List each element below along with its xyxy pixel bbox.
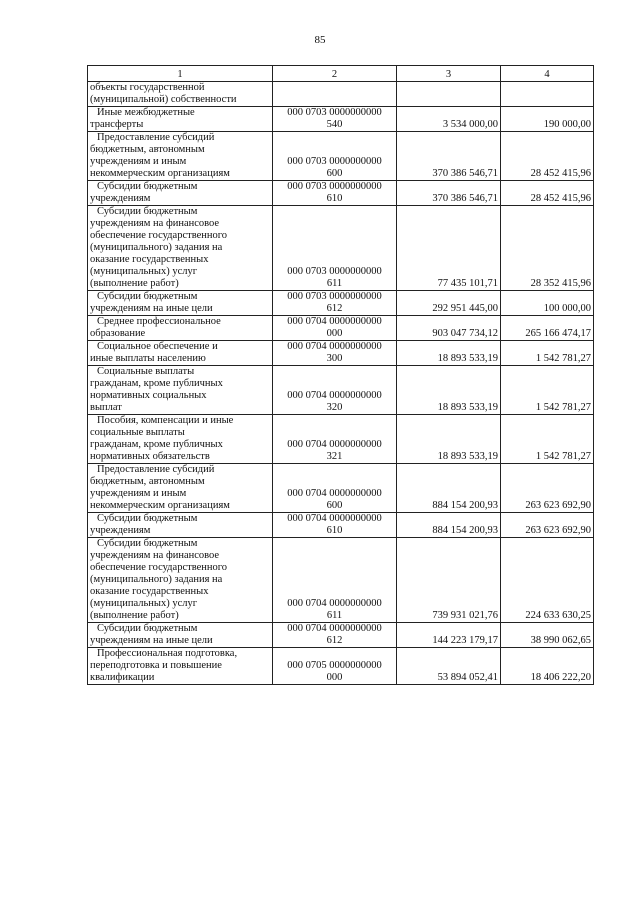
row-name-line: Субсидии бюджетным bbox=[97, 181, 198, 192]
row-name-line: (выполнение работ) bbox=[90, 278, 179, 289]
table-row bbox=[88, 206, 594, 291]
row-code bbox=[273, 366, 397, 415]
row-code2: 612 bbox=[326, 303, 343, 314]
row-code1: 000 0704 0000000000 bbox=[287, 598, 382, 609]
row-amount-col3: 292 951 445,00 bbox=[397, 291, 501, 316]
table-row bbox=[88, 415, 594, 464]
row-name-line: (муниципального) задания на bbox=[90, 242, 223, 253]
row-amount-col3: 18 893 533,19 bbox=[397, 341, 501, 366]
page-number: 85 bbox=[314, 34, 326, 46]
row-name bbox=[88, 648, 273, 685]
row-name-line: Субсидии бюджетным bbox=[97, 623, 198, 634]
row-code1: 000 0703 0000000000 bbox=[287, 181, 382, 192]
row-name bbox=[88, 415, 273, 464]
row-amount-col4: 100 000,00 bbox=[501, 291, 594, 316]
row-name bbox=[88, 513, 273, 538]
row-name-line: учреждениям и иным bbox=[90, 156, 187, 167]
row-code2: 600 bbox=[326, 168, 343, 179]
row-name bbox=[88, 107, 273, 132]
row-name-line: (муниципальных) услуг bbox=[90, 598, 198, 609]
row-amount-col4: 1 542 781,27 bbox=[501, 415, 594, 464]
row-name bbox=[88, 366, 273, 415]
row-name bbox=[88, 623, 273, 648]
row-name bbox=[88, 132, 273, 181]
row-code1: 000 0704 0000000000 bbox=[287, 390, 382, 401]
row-name-line: учреждениям на финансовое bbox=[90, 550, 220, 561]
header-col-2: 2 bbox=[273, 66, 397, 82]
row-code1: 000 0703 0000000000 bbox=[287, 291, 382, 302]
row-amount-col3: 370 386 546,71 bbox=[397, 181, 501, 206]
row-name-line: учреждениям на финансовое bbox=[90, 218, 220, 229]
row-code bbox=[273, 623, 397, 648]
row-name-line: выплат bbox=[90, 402, 122, 413]
row-code2: 300 bbox=[326, 353, 343, 364]
row-amount-col3: 77 435 101,71 bbox=[397, 206, 501, 291]
row-name-line: некоммерческим организациям bbox=[90, 500, 230, 511]
row-amount-col4: 190 000,00 bbox=[501, 107, 594, 132]
table-row bbox=[88, 648, 594, 685]
table-row bbox=[88, 291, 594, 316]
row-name bbox=[88, 291, 273, 316]
table-row bbox=[88, 316, 594, 341]
row-name-line: бюджетным, автономным bbox=[90, 144, 205, 155]
row-name-line: Предоставление субсидий bbox=[97, 132, 215, 143]
row-name-line: обеспечение государственного bbox=[90, 230, 228, 241]
row-amount-col3: 18 893 533,19 bbox=[397, 415, 501, 464]
row-name-line: Субсидии бюджетным bbox=[97, 513, 198, 524]
row-name-line: Предоставление субсидий bbox=[97, 464, 215, 475]
row-name bbox=[88, 82, 273, 107]
row-code1: 000 0705 0000000000 bbox=[287, 660, 382, 671]
row-name-line: (муниципальных) услуг bbox=[90, 266, 198, 277]
table-row bbox=[88, 464, 594, 513]
row-code2: 000 bbox=[326, 672, 343, 683]
row-name bbox=[88, 181, 273, 206]
row-name-line: Иные межбюджетные bbox=[97, 107, 195, 118]
row-amount-col3: 144 223 179,17 bbox=[397, 623, 501, 648]
row-name-line: (выполнение работ) bbox=[90, 610, 179, 621]
row-code1: 000 0704 0000000000 bbox=[287, 316, 382, 327]
row-name bbox=[88, 206, 273, 291]
row-name-line: обеспечение государственного bbox=[90, 562, 228, 573]
row-name-line: некоммерческим организациям bbox=[90, 168, 230, 179]
row-code bbox=[273, 206, 397, 291]
header-col-3: 3 bbox=[397, 66, 501, 82]
row-code2: 610 bbox=[326, 193, 343, 204]
row-code bbox=[273, 415, 397, 464]
row-code1: 000 0704 0000000000 bbox=[287, 623, 382, 634]
row-amount-col4: 38 990 062,65 bbox=[501, 623, 594, 648]
row-code1: 000 0704 0000000000 bbox=[287, 341, 382, 352]
row-name bbox=[88, 316, 273, 341]
row-name-line: социальные выплаты bbox=[90, 427, 185, 438]
row-name-line: оказание государственных bbox=[90, 254, 209, 265]
row-name-line: квалификации bbox=[90, 672, 155, 683]
row-code bbox=[273, 513, 397, 538]
row-code2: 320 bbox=[326, 402, 343, 413]
row-amount-col4: 263 623 692,90 bbox=[501, 513, 594, 538]
row-name bbox=[88, 341, 273, 366]
table-row bbox=[88, 82, 594, 107]
row-amount-col4: 224 633 630,25 bbox=[501, 538, 594, 623]
table-row bbox=[88, 341, 594, 366]
row-amount-col4: 1 542 781,27 bbox=[501, 341, 594, 366]
row-code1: 000 0704 0000000000 bbox=[287, 513, 382, 524]
table-body bbox=[88, 82, 594, 685]
row-name-line: Субсидии бюджетным bbox=[97, 206, 198, 217]
row-code2: 321 bbox=[326, 451, 343, 462]
row-code1: 000 0703 0000000000 bbox=[287, 266, 382, 277]
row-name-line: учреждениям на иные цели bbox=[90, 635, 213, 646]
row-name-line: гражданам, кроме публичных bbox=[90, 439, 223, 450]
row-amount-col3: 3 534 000,00 bbox=[397, 107, 501, 132]
row-name-line: нормативных социальных bbox=[90, 390, 207, 401]
row-amount-col4: 28 452 415,96 bbox=[501, 132, 594, 181]
row-code bbox=[273, 132, 397, 181]
table-row bbox=[88, 538, 594, 623]
row-code bbox=[273, 464, 397, 513]
row-amount-col3: 903 047 734,12 bbox=[397, 316, 501, 341]
header-col-4: 4 bbox=[501, 66, 594, 82]
row-amount-col3: 53 894 052,41 bbox=[397, 648, 501, 685]
row-name-line: оказание государственных bbox=[90, 586, 209, 597]
row-code2: 612 bbox=[326, 635, 343, 646]
row-amount-col4: 28 452 415,96 bbox=[501, 181, 594, 206]
row-code bbox=[273, 291, 397, 316]
row-name-line: (муниципального) задания на bbox=[90, 574, 223, 585]
row-name-line: нормативных обязательств bbox=[90, 451, 210, 462]
row-code bbox=[273, 316, 397, 341]
row-amount-col4: 265 166 474,17 bbox=[501, 316, 594, 341]
row-code1: 000 0704 0000000000 bbox=[287, 488, 382, 499]
budget-table bbox=[87, 65, 594, 685]
row-code1: 000 0704 0000000000 bbox=[287, 439, 382, 450]
row-code1: 000 0703 0000000000 bbox=[287, 156, 382, 167]
row-name-line: учреждениям на иные цели bbox=[90, 303, 213, 314]
header-col-1: 1 bbox=[88, 66, 273, 82]
table-row bbox=[88, 107, 594, 132]
row-name-line: Субсидии бюджетным bbox=[97, 291, 198, 302]
row-amount-col3: 884 154 200,93 bbox=[397, 464, 501, 513]
row-code bbox=[273, 341, 397, 366]
row-code2: 610 bbox=[326, 525, 343, 536]
row-name-line: (муниципальной) собственности bbox=[90, 94, 237, 105]
row-amount-col4: 18 406 222,20 bbox=[501, 648, 594, 685]
row-code1: 000 0703 0000000000 bbox=[287, 107, 382, 118]
table-row bbox=[88, 623, 594, 648]
row-name-line: гражданам, кроме публичных bbox=[90, 378, 223, 389]
row-amount-col3: 884 154 200,93 bbox=[397, 513, 501, 538]
table-row bbox=[88, 132, 594, 181]
table-header-row bbox=[88, 66, 594, 82]
row-name bbox=[88, 464, 273, 513]
row-code bbox=[273, 648, 397, 685]
row-amount-col4: 28 352 415,96 bbox=[501, 206, 594, 291]
row-name-line: учреждениям bbox=[90, 193, 151, 204]
row-name-line: Социальные выплаты bbox=[97, 366, 195, 377]
row-code2: 000 bbox=[326, 328, 343, 339]
row-name-line: Социальное обеспечение и bbox=[97, 341, 218, 352]
row-code bbox=[273, 82, 397, 107]
row-name-line: Субсидии бюджетным bbox=[97, 538, 198, 549]
row-name-line: Пособия, компенсации и иные bbox=[97, 415, 234, 426]
row-name-line: образование bbox=[90, 328, 146, 339]
row-name-line: учреждениям и иным bbox=[90, 488, 187, 499]
row-amount-col3 bbox=[397, 82, 501, 107]
table-row bbox=[88, 513, 594, 538]
row-amount-col3: 370 386 546,71 bbox=[397, 132, 501, 181]
row-name-line: учреждениям bbox=[90, 525, 151, 536]
row-name-line: Среднее профессиональное bbox=[97, 316, 221, 327]
row-code bbox=[273, 107, 397, 132]
row-code2: 611 bbox=[326, 278, 343, 289]
row-amount-col3: 18 893 533,19 bbox=[397, 366, 501, 415]
row-code bbox=[273, 538, 397, 623]
row-amount-col4 bbox=[501, 82, 594, 107]
row-code2: 540 bbox=[326, 119, 343, 130]
row-name-line: трансферты bbox=[90, 119, 144, 130]
row-amount-col4: 1 542 781,27 bbox=[501, 366, 594, 415]
row-name-line: объекты государственной bbox=[90, 82, 205, 93]
table-row bbox=[88, 181, 594, 206]
row-amount-col4: 263 623 692,90 bbox=[501, 464, 594, 513]
row-code2: 611 bbox=[326, 610, 343, 621]
table-row bbox=[88, 366, 594, 415]
row-name-line: бюджетным, автономным bbox=[90, 476, 205, 487]
row-code bbox=[273, 181, 397, 206]
row-name bbox=[88, 538, 273, 623]
row-name-line: Профессиональная подготовка, bbox=[97, 648, 238, 659]
row-code2: 600 bbox=[326, 500, 343, 511]
row-name-line: иные выплаты населению bbox=[90, 353, 206, 364]
row-amount-col3: 739 931 021,76 bbox=[397, 538, 501, 623]
row-name-line: переподготовка и повышение bbox=[90, 660, 222, 671]
